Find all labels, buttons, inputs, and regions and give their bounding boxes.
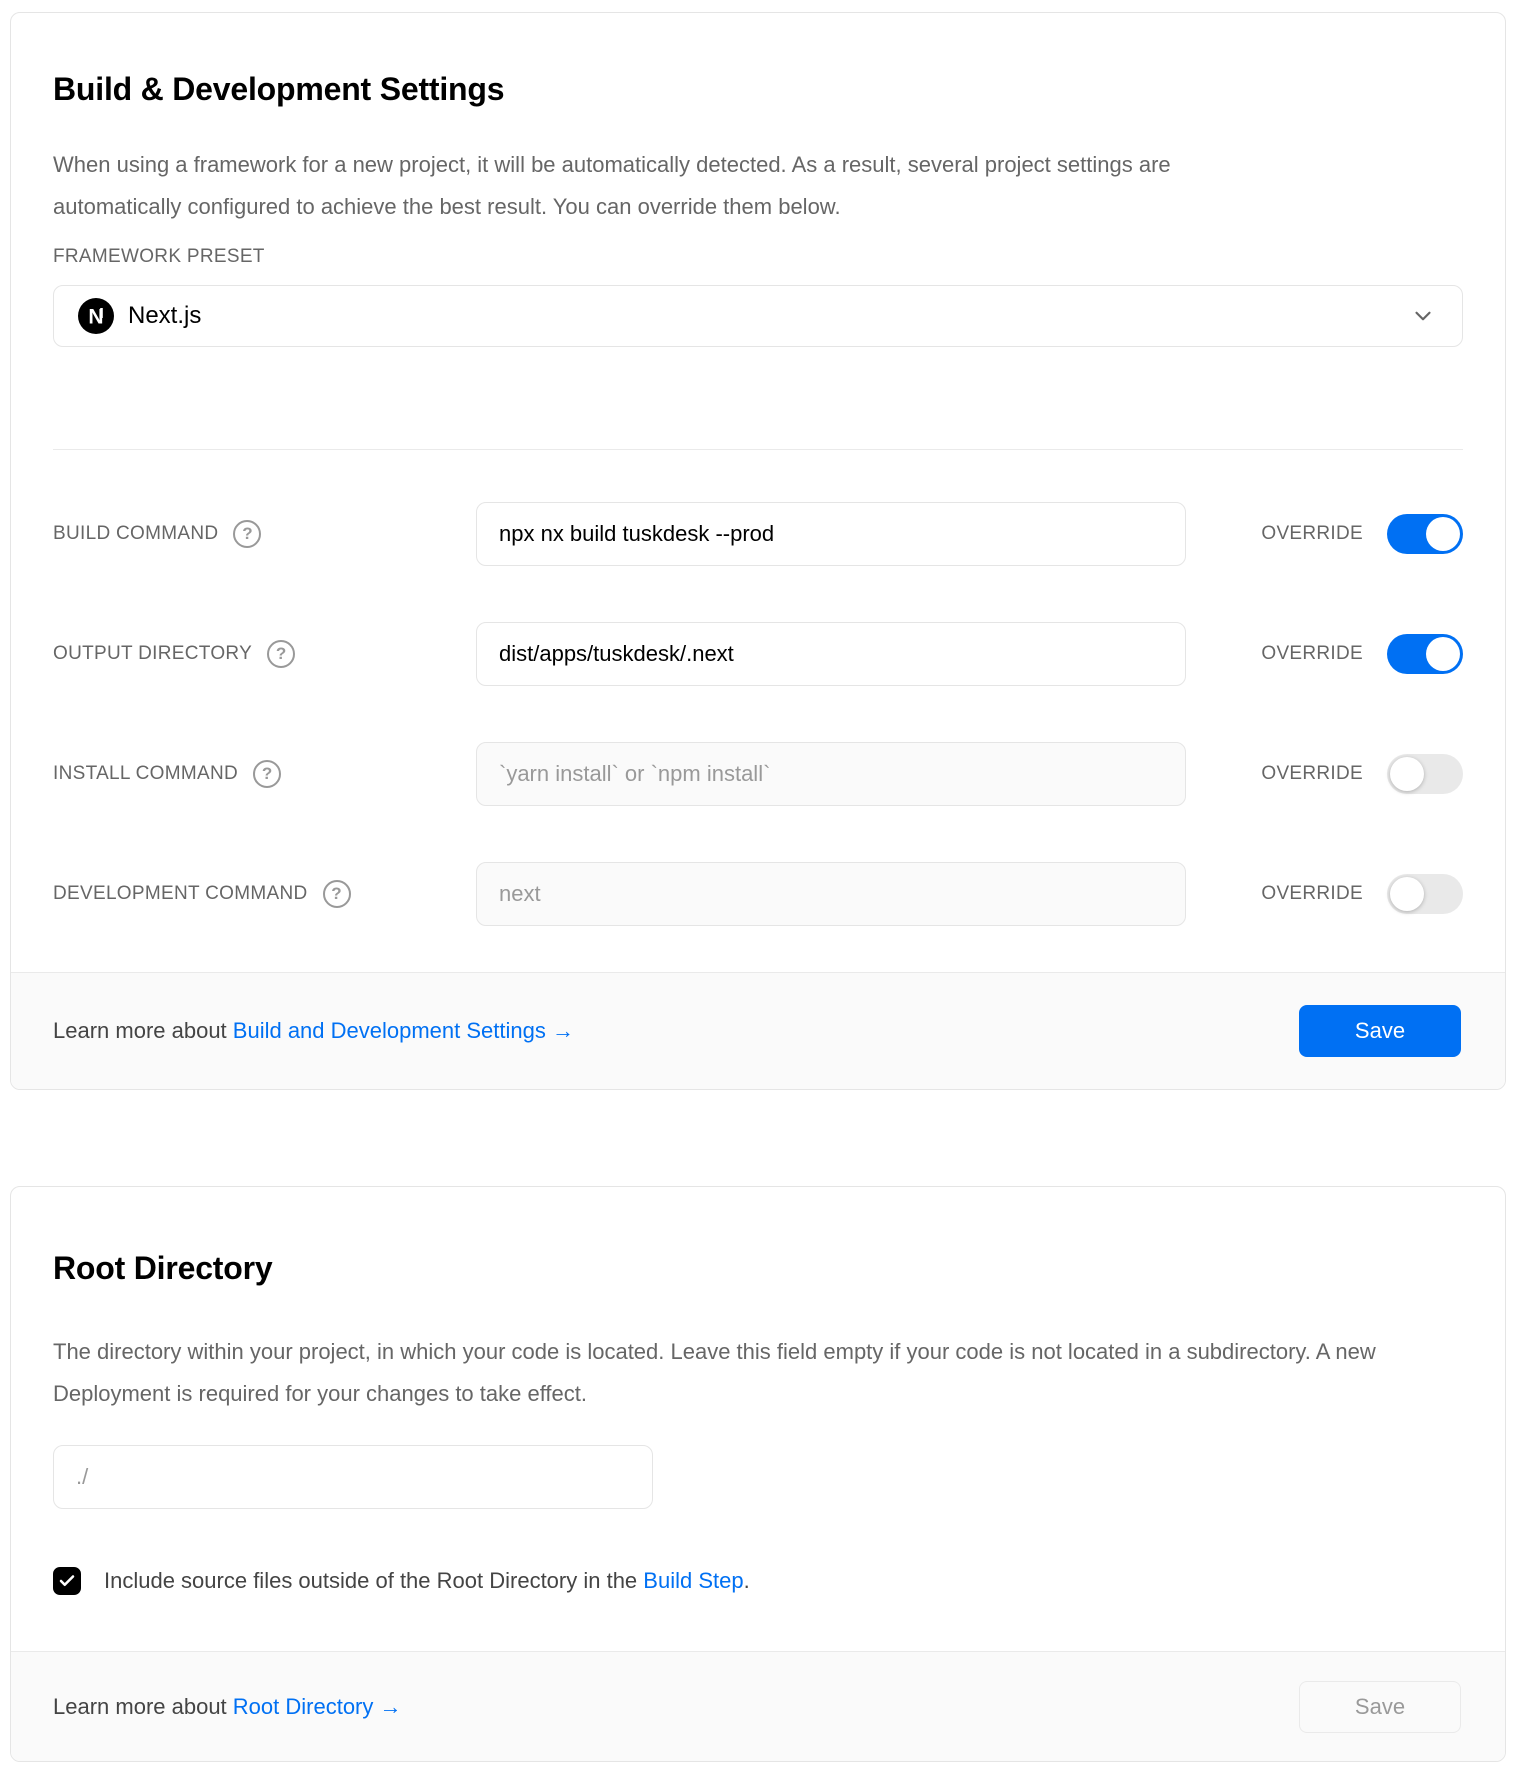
output-directory-row <box>53 622 1463 686</box>
build-settings-body <box>11 13 1505 972</box>
root-directory-card <box>10 1186 1506 1762</box>
root-directory-input[interactable] <box>53 1445 653 1509</box>
include-source-files-checkbox[interactable] <box>53 1567 81 1595</box>
build-settings-card <box>10 12 1506 1090</box>
install-command-label-wrap <box>53 760 476 788</box>
development-command-label: DEVELOPMENT COMMAND <box>53 883 308 904</box>
nextjs-logo-icon <box>78 298 114 334</box>
root-directory-title: Root Directory <box>53 1250 273 1286</box>
build-command-input[interactable] <box>476 502 1186 566</box>
output-directory-override-group <box>1261 634 1463 674</box>
build-settings-footer <box>11 972 1505 1089</box>
check-icon <box>58 1572 76 1590</box>
output-directory-label: OUTPUT DIRECTORY <box>53 643 253 664</box>
install-command-override-toggle[interactable] <box>1387 754 1463 794</box>
output-directory-override-toggle[interactable] <box>1387 634 1463 674</box>
question-circle-icon[interactable]: ? <box>233 520 261 548</box>
svg-text:N: N <box>88 305 104 329</box>
toggle-knob <box>1390 877 1424 911</box>
question-circle-icon[interactable]: ? <box>323 880 351 908</box>
build-settings-title: Build & Development Settings <box>53 71 505 107</box>
development-command-label-wrap <box>53 880 476 908</box>
question-circle-icon[interactable]: ? <box>267 640 295 668</box>
framework-preset-label: FRAMEWORK PRESET <box>53 246 265 267</box>
override-label: OVERRIDE <box>1261 643 1363 664</box>
learn-more-text <box>53 1694 402 1720</box>
toggle-knob <box>1426 517 1460 551</box>
include-source-files-label: Include source files outside of the Root Directory in the Build Step. <box>104 1568 750 1593</box>
learn-more-prefix: Learn more about <box>53 1018 233 1043</box>
install-command-override-group <box>1261 754 1463 794</box>
toggle-knob <box>1426 637 1460 671</box>
arrow-right-icon: → <box>379 1693 402 1719</box>
development-command-row <box>53 862 1463 926</box>
root-directory-footer <box>11 1651 1505 1761</box>
chevron-down-icon <box>1410 303 1436 329</box>
framework-preset-select[interactable] <box>53 285 1463 347</box>
install-command-input <box>476 742 1186 806</box>
development-command-override-toggle[interactable] <box>1387 874 1463 914</box>
root-directory-link[interactable]: Root Directory → <box>232 1693 402 1719</box>
root-directory-body <box>11 1187 1505 1651</box>
output-directory-input[interactable] <box>476 622 1186 686</box>
learn-more-text <box>53 1018 574 1044</box>
build-command-row <box>53 502 1463 566</box>
build-command-label: BUILD COMMAND <box>53 523 219 544</box>
include-source-files-row <box>53 1567 1463 1595</box>
learn-more-prefix: Learn more about <box>53 1693 233 1719</box>
arrow-right-icon: → <box>552 1018 574 1043</box>
toggle-knob <box>1390 757 1424 791</box>
build-settings-link[interactable]: Build and Development Settings → <box>232 1018 574 1043</box>
development-command-override-group <box>1261 874 1463 914</box>
root-directory-description: The directory within your project, in which your code is located. Leave this field empty if your code is not located in a subdirectory. A new Deployment is required for your changes to take effect. <box>53 1339 1376 1406</box>
save-button-disabled: Save <box>1299 1681 1461 1733</box>
build-command-override-group <box>1261 514 1463 554</box>
override-label: OVERRIDE <box>1261 883 1363 904</box>
install-command-row <box>53 742 1463 806</box>
question-circle-icon[interactable]: ? <box>253 760 281 788</box>
build-command-override-toggle[interactable] <box>1387 514 1463 554</box>
framework-preset-value: Next.js <box>128 302 202 329</box>
override-label: OVERRIDE <box>1261 523 1363 544</box>
build-command-label-wrap <box>53 520 476 548</box>
build-settings-description: When using a framework for a new project, it will be automatically detected. As a result, several project settings are automatically configured to achieve the best result. You can override them below. <box>53 152 1171 219</box>
divider <box>53 449 1463 450</box>
save-button[interactable]: Save <box>1299 1005 1461 1057</box>
output-directory-label-wrap <box>53 640 476 668</box>
override-label: OVERRIDE <box>1261 763 1363 784</box>
install-command-label: INSTALL COMMAND <box>53 763 239 784</box>
development-command-input <box>476 862 1186 926</box>
build-step-link[interactable]: Build Step <box>643 1568 744 1593</box>
